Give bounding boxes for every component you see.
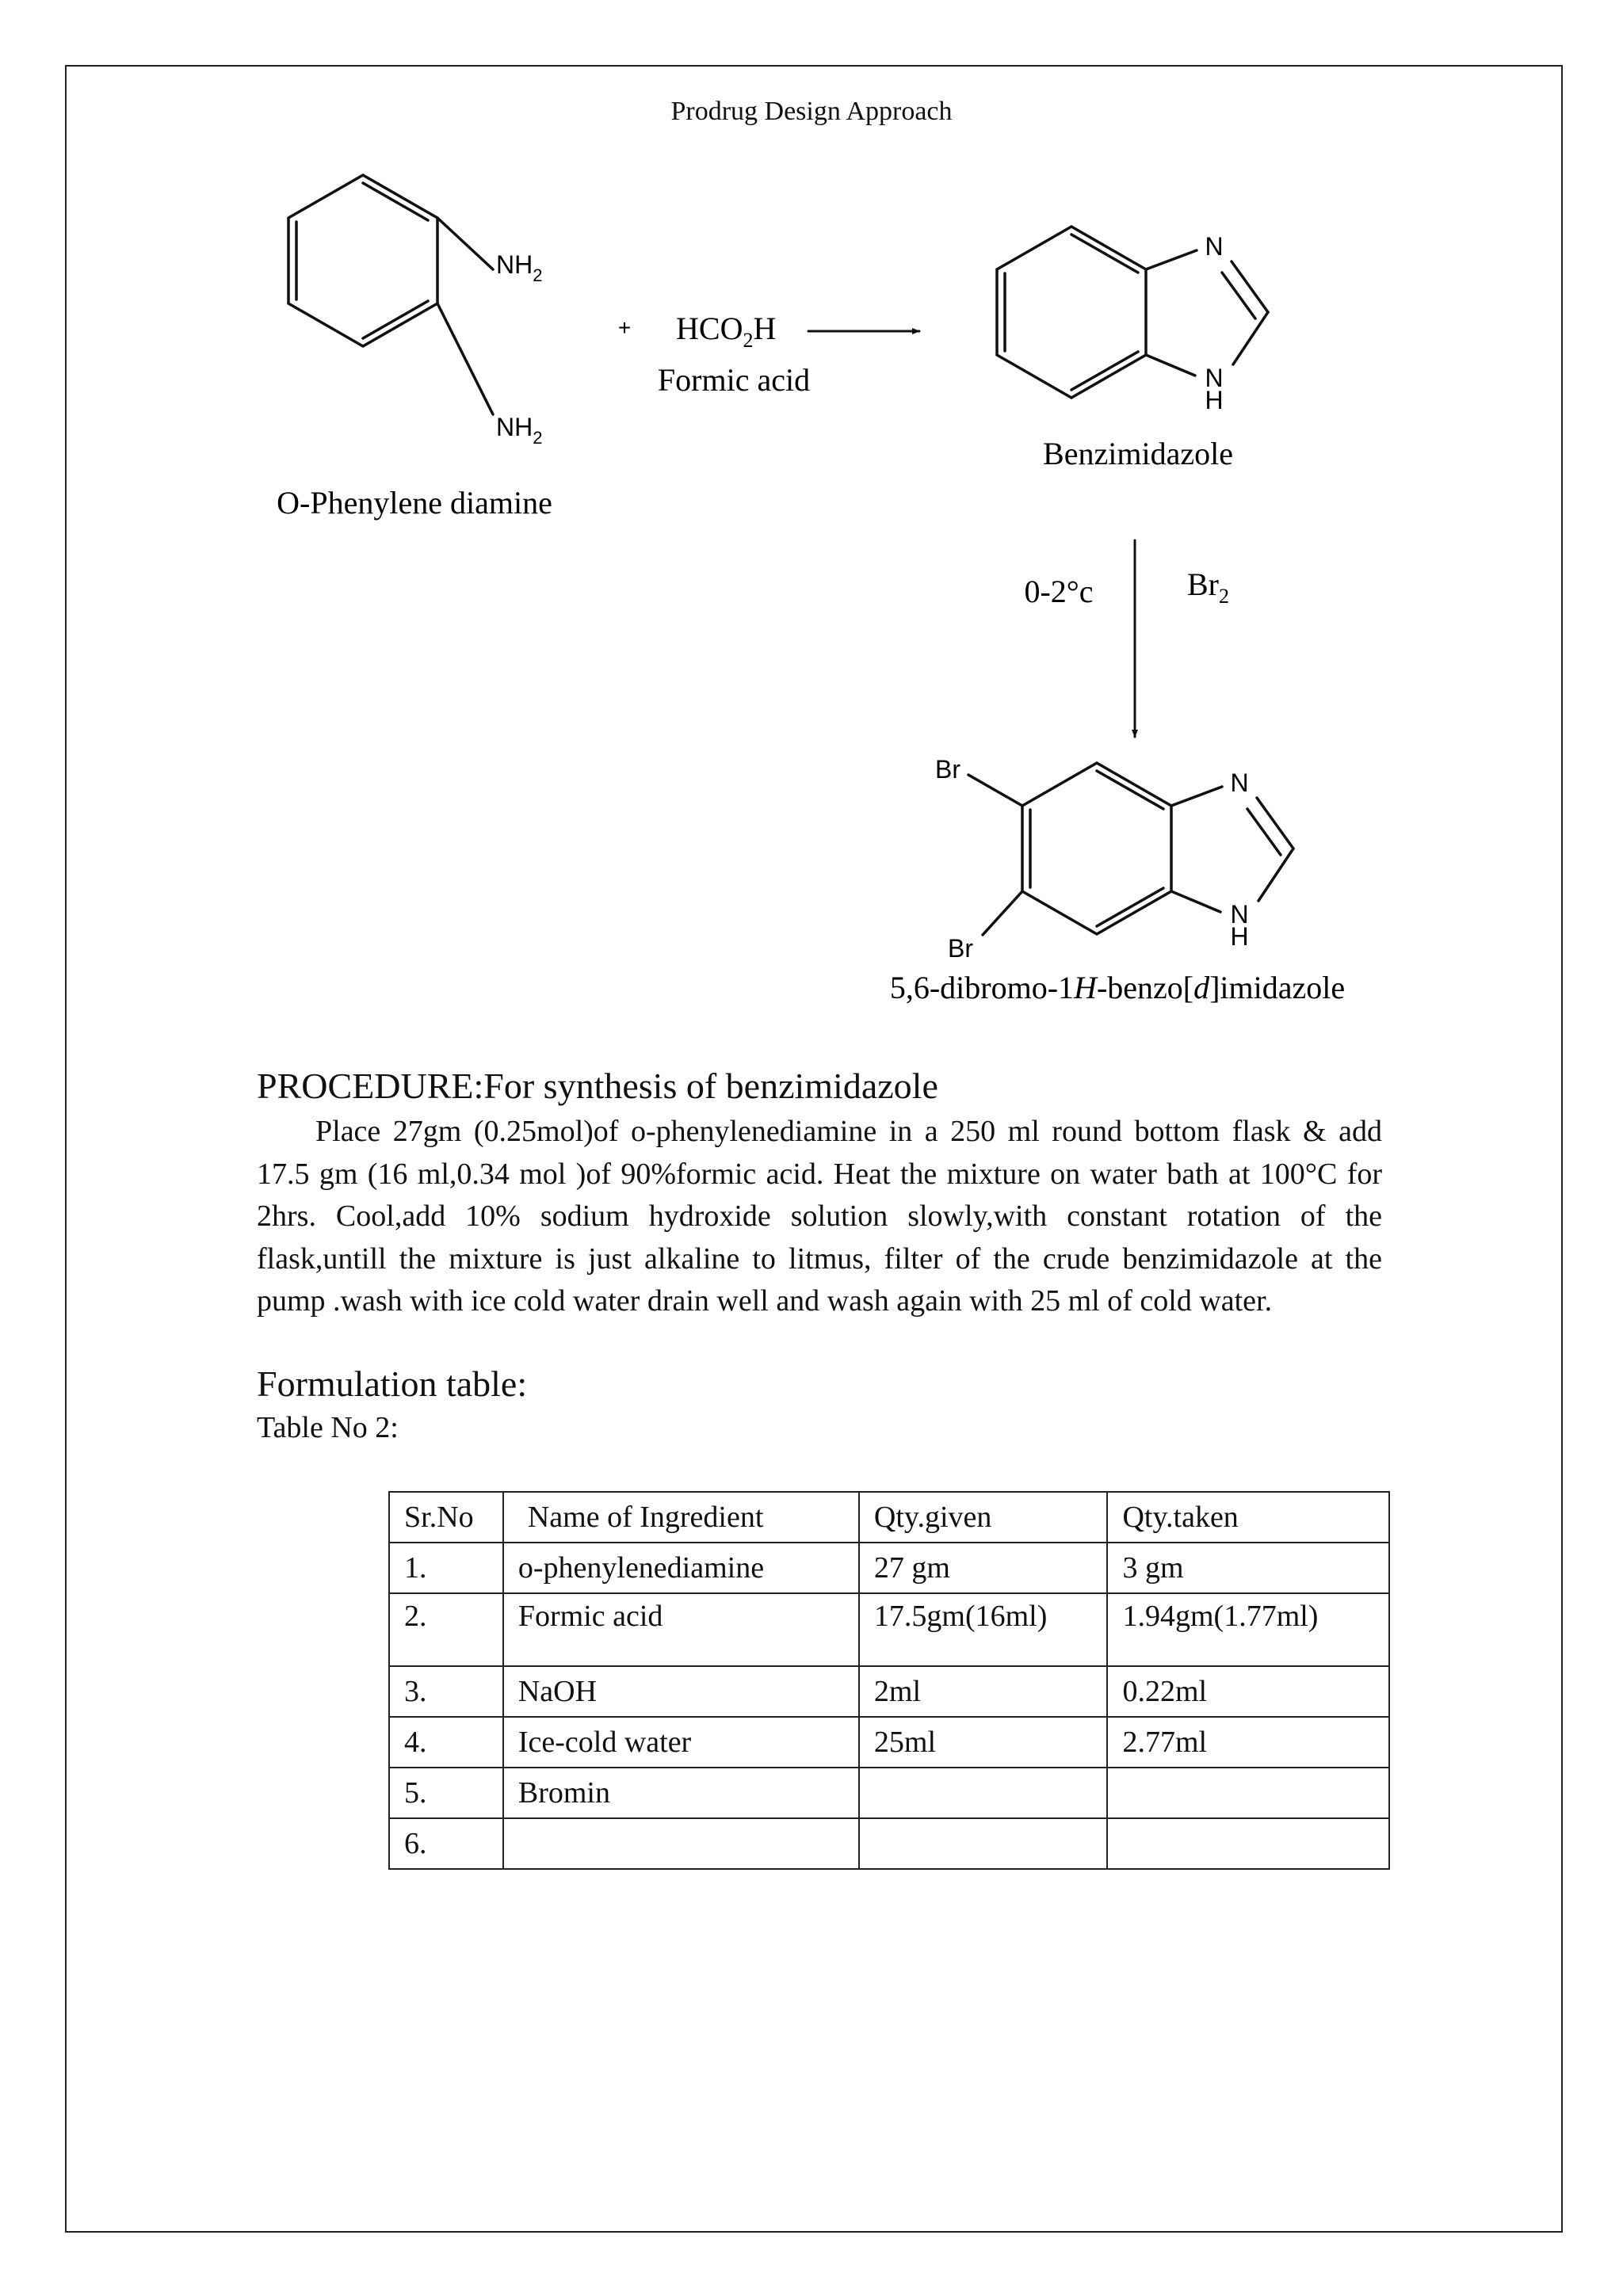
dibromo-n1: N bbox=[1230, 900, 1249, 929]
cell-qty-taken: 2.77ml bbox=[1107, 1717, 1389, 1768]
cell-qty-taken: 1.94gm(1.77ml) bbox=[1107, 1593, 1389, 1666]
cell-qty-taken bbox=[1107, 1768, 1389, 1818]
bromo-label-bottom: Br bbox=[948, 934, 973, 963]
procedure-title: PROCEDURE:For synthesis of benzimidazole bbox=[257, 1066, 938, 1106]
table-header-row bbox=[389, 1492, 1389, 1543]
dibromo-n3: N bbox=[1230, 769, 1249, 797]
table-row bbox=[389, 1666, 1389, 1717]
reactant-name: O-Phenylene diamine bbox=[277, 485, 552, 521]
formulation-title: Formulation table: bbox=[257, 1363, 528, 1404]
cell-qty-taken: 3 gm bbox=[1107, 1543, 1389, 1593]
formulation-table bbox=[388, 1491, 1390, 1870]
cell-sr-no: 5. bbox=[389, 1768, 503, 1818]
product2-name: 5,6-dibromo-1H-benzo[d]imidazole bbox=[889, 970, 1346, 1005]
cell-qty-given: 17.5gm(16ml) bbox=[859, 1593, 1108, 1666]
cell-sr-no: 4. bbox=[389, 1717, 503, 1768]
cell-qty-taken: 0.22ml bbox=[1107, 1666, 1389, 1717]
cell-qty-given bbox=[859, 1768, 1108, 1818]
cell-sr-no: 3. bbox=[389, 1666, 503, 1717]
benzimidazole-n1: N bbox=[1205, 364, 1224, 392]
amine-label-bottom: $NH_2$ bbox=[496, 413, 543, 448]
table-caption: Table No 2: bbox=[257, 1411, 399, 1444]
cell-qty-taken bbox=[1107, 1818, 1389, 1869]
cell-qty-given: 2ml bbox=[859, 1666, 1108, 1717]
cell-ingredient: Bromin bbox=[503, 1768, 859, 1818]
header-qty-taken: Qty.taken bbox=[1107, 1492, 1389, 1543]
formic-acid-name: Formic acid bbox=[657, 362, 811, 398]
cell-sr-no: 2. bbox=[389, 1593, 503, 1666]
cell-qty-given: 25ml bbox=[859, 1717, 1108, 1768]
cell-ingredient: Ice-cold water bbox=[503, 1717, 859, 1768]
condition-temperature: 0-2°c bbox=[1024, 574, 1094, 609]
header-ingredient: Name of Ingredient bbox=[503, 1492, 859, 1543]
benzimidazole-h: H bbox=[1205, 386, 1224, 414]
dibromo-h: H bbox=[1230, 922, 1249, 951]
cell-qty-given: 27 gm bbox=[859, 1543, 1108, 1593]
product1-name: Benzimidazole bbox=[1043, 436, 1233, 471]
cell-sr-no: 6. bbox=[389, 1818, 503, 1869]
header-qty-given: Qty.given bbox=[859, 1492, 1108, 1543]
condition-bromine: $Br_2$ bbox=[1187, 566, 1229, 608]
cell-sr-no: 1. bbox=[389, 1543, 503, 1593]
cell-qty-given bbox=[859, 1818, 1108, 1869]
cell-ingredient bbox=[503, 1818, 859, 1869]
cell-ingredient: o-phenylenediamine bbox=[503, 1543, 859, 1593]
benzimidazole-structure bbox=[997, 227, 1268, 398]
header-sr-no: Sr.No bbox=[389, 1492, 503, 1543]
procedure-body: Place 27gm (0.25mol)of o-phenylenediamine in a 250 ml round bottom flask & add 17.5 gm (16 ml,0.34 mol )of 90%formic acid. Heat the mixture on water bath at 100°C for 2hrs. Cool,add 10% sodium hydroxide solution slowly,with constant rotation of the flask,untill the mixture is just alkaline to litmus, filter of the crude benzimidazole at the pump .wash with ice cold water drain well and wash again with 25 ml of cold water. bbox=[257, 1115, 1382, 1318]
benzimidazole-n3: N bbox=[1205, 232, 1224, 261]
table-row bbox=[389, 1768, 1389, 1818]
bromo-label-top: Br bbox=[935, 755, 960, 784]
table-row bbox=[389, 1593, 1389, 1666]
plus-sign: + bbox=[617, 315, 632, 340]
reaction-scheme bbox=[0, 0, 1623, 1046]
running-header: Prodrug Design Approach bbox=[670, 97, 953, 126]
cell-ingredient: NaOH bbox=[503, 1666, 859, 1717]
table-row bbox=[389, 1818, 1389, 1869]
o-phenylenediamine-structure bbox=[288, 175, 493, 414]
table-row bbox=[389, 1543, 1389, 1593]
table-row bbox=[389, 1717, 1389, 1768]
cell-ingredient: Formic acid bbox=[503, 1593, 859, 1666]
amine-label-top: $NH_2$ bbox=[496, 250, 543, 285]
formic-acid-formula: $HCO_2H$ bbox=[676, 311, 777, 352]
